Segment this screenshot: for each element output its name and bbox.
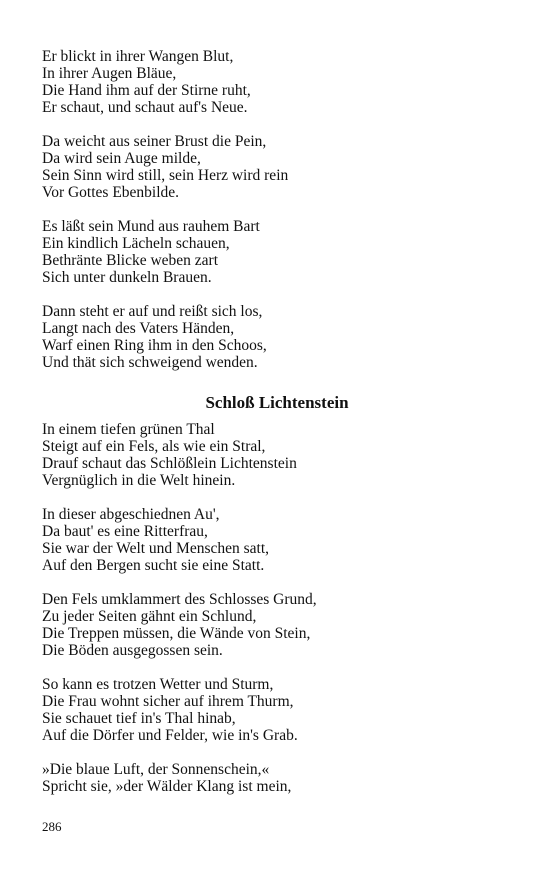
page-number: 286 — [42, 819, 62, 834]
stanza-gap — [42, 201, 512, 218]
verse-line: Den Fels umklammert des Schlosses Grund, — [42, 591, 317, 608]
verse-line: Sie war der Welt und Menschen satt, — [42, 540, 270, 557]
verse-line: Sie schauet tief in's Thal hinab, — [42, 710, 236, 727]
poem-two-stanza-1 — [42, 421, 512, 489]
verse-line: Langt nach des Vaters Händen, — [42, 320, 235, 337]
verse-line: Zu jeder Seiten gähnt ein Schlund, — [42, 608, 257, 625]
stanza-gap — [42, 116, 512, 133]
verse-line: Ein kindlich Lächeln schauen, — [42, 235, 230, 252]
verse-line: Auf den Bergen sucht sie eine Statt. — [42, 557, 265, 574]
verse-line: Bethränte Blicke weben zart — [42, 252, 219, 269]
verse-line: Sich unter dunkeln Brauen. — [42, 269, 212, 286]
poem-one-stanza-2 — [42, 133, 512, 201]
stanza-gap — [42, 744, 512, 761]
stanza-gap — [42, 286, 512, 303]
verse-line: Die Böden ausgegossen sein. — [42, 642, 223, 659]
verse-line: Und thät sich schweigend wenden. — [42, 354, 258, 371]
verse-line: Drauf schaut das Schlößlein Lichtenstein — [42, 455, 297, 472]
verse-line: In dieser abgeschiednen Au', — [42, 506, 220, 523]
verse-line: Da wird sein Auge milde, — [42, 150, 201, 167]
verse-line: Steigt auf ein Fels, als wie ein Stral, — [42, 438, 266, 455]
verse-line: Die Treppen müssen, die Wände von Stein, — [42, 625, 311, 642]
poem-two-stanza-4 — [42, 676, 512, 744]
verse-line: Da weicht aus seiner Brust die Pein, — [42, 133, 267, 150]
poem-two-stanza-3 — [42, 591, 512, 659]
verse-line: In ihrer Augen Bläue, — [42, 65, 177, 82]
verse-line: Da baut' es eine Ritterfrau, — [42, 523, 208, 540]
verse-line: Spricht sie, »der Wälder Klang ist mein, — [42, 778, 292, 795]
poem-two-stanza-2 — [42, 506, 512, 574]
verse-line: Er blickt in ihrer Wangen Blut, — [42, 48, 234, 65]
poem-one-stanza-1 — [42, 48, 512, 116]
verse-line: Auf die Dörfer und Felder, wie in's Grab. — [42, 727, 298, 744]
verse-line: Die Frau wohnt sicher auf ihrem Thurm, — [42, 693, 294, 710]
verse-line: Vergnüglich in die Welt hinein. — [42, 472, 236, 489]
verse-line: Die Hand ihm auf der Stirne ruht, — [42, 82, 251, 99]
verse-line: Es läßt sein Mund aus rauhem Bart — [42, 218, 260, 235]
poem-title: Schloß Lichtenstein — [205, 393, 349, 412]
stanza-gap — [42, 574, 512, 591]
poem-one-stanza-3 — [42, 218, 512, 286]
stanza-gap — [42, 659, 512, 676]
stanza-gap — [42, 489, 512, 506]
poem-two-stanza-5 — [42, 761, 512, 795]
verse-line: Vor Gottes Ebenbilde. — [42, 184, 180, 201]
section-gap — [42, 371, 512, 393]
title-gap — [42, 413, 512, 421]
verse-line: So kann es trotzen Wetter und Sturm, — [42, 676, 274, 693]
poem-one-stanza-4 — [42, 303, 512, 371]
page-content — [42, 48, 512, 795]
verse-line: Er schaut, und schaut auf's Neue. — [42, 99, 248, 116]
verse-line: »Die blaue Luft, der Sonnenschein,« — [42, 761, 270, 778]
verse-line: In einem tiefen grünen Thal — [42, 421, 215, 438]
verse-line: Warf einen Ring ihm in den Schoos, — [42, 337, 267, 354]
verse-line: Sein Sinn wird still, sein Herz wird rein — [42, 167, 289, 184]
verse-line: Dann steht er auf und reißt sich los, — [42, 303, 263, 320]
